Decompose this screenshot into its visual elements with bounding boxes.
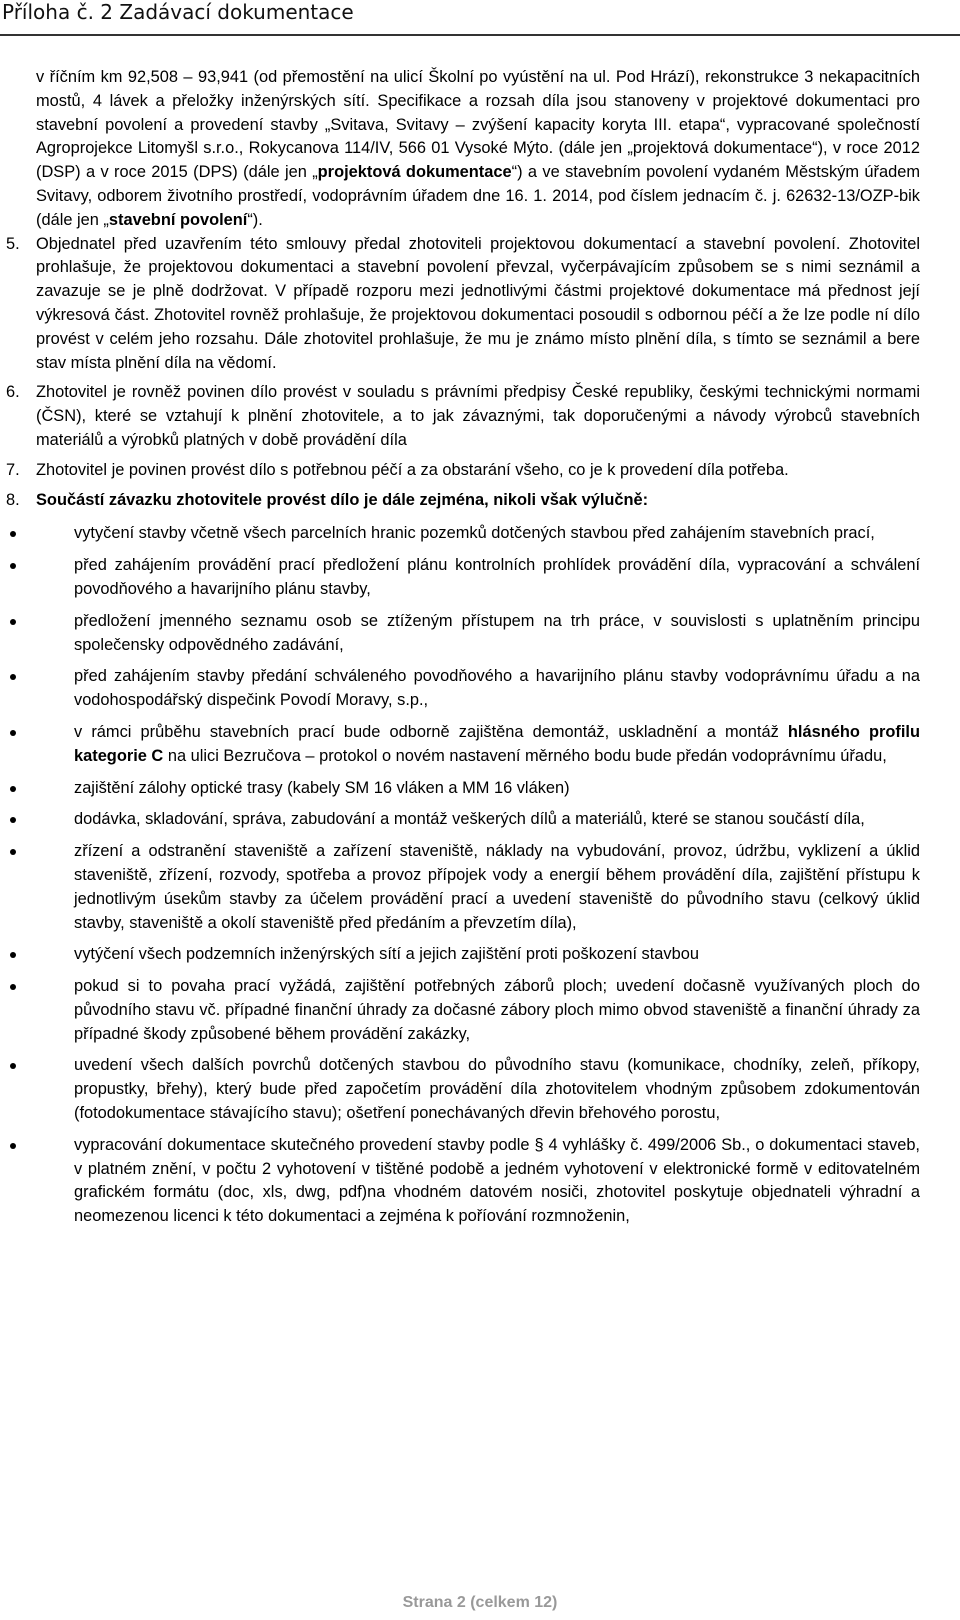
- page-header: [0, 0, 960, 46]
- intro-paragraph: [36, 66, 920, 233]
- bullet-icon: [10, 786, 16, 792]
- list-item: vytýčení všech podzemních inženýrských sítí a jejich zajištění proti poškození stavbou: [36, 943, 920, 967]
- list-item: vypracování dokumentace skutečného provedení stavby podle § 4 vyhlášky č. 499/2006 Sb., o dokumentaci staveb, v platném znění, v počtu 2 vyhotovení v tištěné podobě a jedném vyhotovení v elektronické formě v editovatelném grafickém formátu (doc, xls, dwg, pdf)na vhodném datovém nosiči, zhotovitel poskytuje objednateli výhradní a neomezenou licenci k této dokumentaci a zejména k poříování rozmnoženin,: [36, 1134, 920, 1229]
- bullet-icon: [10, 1063, 16, 1069]
- bullet-icon: [10, 1143, 16, 1149]
- intro-term-povoleni: stavební povolení: [108, 210, 248, 229]
- list-item: pokud si to povaha prací vyžádá, zajištění potřebných záborů ploch; uvedení dočasně využívaných ploch do původního stavu vč. případné finanční úhrady za dočasné zábory ploch mimo obvod staveniště a finanční úhrady za případné škody způsobené během provádění zakázky,: [36, 975, 920, 1046]
- bullet-icon: [10, 563, 16, 569]
- item-text: Zhotovitel je povinen provést dílo s potřebnou péčí a za obstarání všeho, co je k provedení díla potřeba.: [36, 460, 789, 479]
- item-number: 6.: [6, 383, 20, 402]
- list-item: zajištění zálohy optické trasy (kabely SM 16 vláken a MM 16 vláken): [36, 777, 920, 801]
- obligations-list: [36, 522, 920, 1229]
- intro-text-a: v říčním km 92,508 – 93,941 (od přemostění na ulicí Školní po vyústění na ul. Pod Hrází), rekonstrukce 3 nekapacitních mostů, 4 lávek a přeložky inženýrských sítí. Specifikace a rozsah díla jsou stanoveny v projektové dokumentaci pro stavební povolení a provedení stavby „Svitava, Svitavy – zvýšení kapacity koryta III. etapa“, vypracované společností Agroprojekce Litomyšl s.r.o., Rokycanova 114/IV, 566 01 Vysoké Mýto. (dále jen „projektová dokumentace“), v roce 2012 (DSP) a v roce 2015 (DPS) (dále jen „: [36, 68, 920, 182]
- item-number: 7.: [6, 460, 20, 479]
- bullet-icon: [10, 674, 16, 680]
- list-item: v rámci průběhu stavebních prací bude odborně zajištěna demontáž, uskladnění a montáž hlásného profilu kategorie C na ulici Bezručova – protokol o novém nastavení měrného bodu bude předán vodoprávnímu úřadu,: [36, 721, 920, 769]
- list-item: vytyčení stavby včetně všech parcelních hranic pozemků dotčených stavbou před zahájením stavebních prací,: [36, 522, 920, 546]
- list-item: před zahájením provádění prací předložení plánu kontrolních prohlídek provádění díla, vypracování a schválení povodňového a havarijního plánu stavby,: [36, 554, 920, 602]
- list-item: předložení jmenného seznamu osob se ztíženým přístupem na trh práce, v souvislosti s uplatněním principu společensky odpovědného zadávání,: [36, 610, 920, 658]
- bullet-icon: [10, 531, 16, 537]
- page-footer: Strana 2 (celkem 12): [402, 1594, 558, 1611]
- item-text: Zhotovitel je rovněž povinen dílo provést v souladu s právními předpisy České republiky, českými technickými normami (ČSN), které se vztahují k plnění zhotovitele, a to jak závaznými, tak doporučenými a návody výrobců stavebních materiálů a výrobků platných v době provádění díla: [36, 383, 920, 449]
- numbered-item-8: [6, 489, 920, 513]
- bullet-icon: [10, 730, 16, 736]
- item-text: Objednatel před uzavřením této smlouvy předal zhotoviteli projektovou dokumentací a stavební povolení. Zhotovitel prohlašuje, že projektovou dokumentaci a stavební povolení převzal, vyčerpávajícím způsobem se s nimi seznámil a zavazuje se je plně dodržovat. V případě rozporu mezi jednotlivými částmi projektové dokumentace má přednost její výkresová část. Zhotovitel rovněž prohlašuje, že projektovou dokumentaci posoudil s odbornou péčí a že lze podle ní dílo provést v celém jeho rozsahu. Dále zhotovitel prohlašuje, že mu je známo místo plnění díla, s tímto se seznámil a bere stav místa plnění díla na vědomí.: [36, 234, 920, 372]
- list-item: uvedení všech dalších povrchů dotčených stavbou do původního stavu (komunikace, chodníky, zeleň, příkopy, propustky, břehy), který bude před započetím provádění díla zhotovitelem vhodným způsobem zdokumentován (fotodokumentace stávajícího stavu); ošetření ponechávaných dřevin břehového porostu,: [36, 1054, 920, 1125]
- item-number: 5.: [6, 234, 20, 253]
- numbered-item-7: [6, 459, 920, 483]
- header-title: Příloha č. 2 Zadávací dokumentace: [2, 0, 354, 24]
- document-body: [6, 66, 921, 1237]
- numbered-item-6: [6, 381, 920, 452]
- bullet-icon: [10, 952, 16, 958]
- bullet-icon: [10, 817, 16, 823]
- intro-text-c: “) a ve stavebním povolení vydaném Městským úřadem Svitavy, odborem životního prostředí, vodoprávním úřadem dne 16. 1. 2014, pod číslem jednacím č. j. 62632-13/OZP-bik (dále jen „: [36, 163, 920, 229]
- bullet-icon: [10, 984, 16, 990]
- item-text: Součástí závazku zhotovitele provést dílo je dále zejména, nikoli však výlučně:: [36, 490, 649, 509]
- bullet-icon: [10, 619, 16, 625]
- header-divider: [0, 34, 960, 36]
- bullet-icon: [10, 849, 16, 855]
- list-item: před zahájením stavby předání schváleného povodňového a havarijního plánu stavby vodoprávnímu úřadu a na vodohospodářský dispečink Povodí Moravy, s.p.,: [36, 665, 920, 713]
- item-number: 8.: [6, 490, 20, 509]
- intro-text-e: “).: [247, 210, 263, 229]
- numbered-item-5: [6, 233, 920, 376]
- list-item: zřízení a odstranění staveniště a zařízení staveniště, náklady na vybudování, provoz, údržbu, vyklizení a úklid staveniště, zřízení, rozvody, spotřeba a provoz přípojek vody a energií během provádění díla, zajištění přístupu k jednotlivým úsekům stavby za účelem provádění prací a uvedení staveniště do původního stavu (celkový úklid stavby, staveniště a okolí staveniště před předáním a převzetím díla),: [36, 840, 920, 935]
- intro-term-projektova: projektová dokumentace: [317, 163, 512, 182]
- list-item: dodávka, skladování, správa, zabudování a montáž veškerých dílů a materiálů, které se stanou součástí díla,: [36, 808, 920, 832]
